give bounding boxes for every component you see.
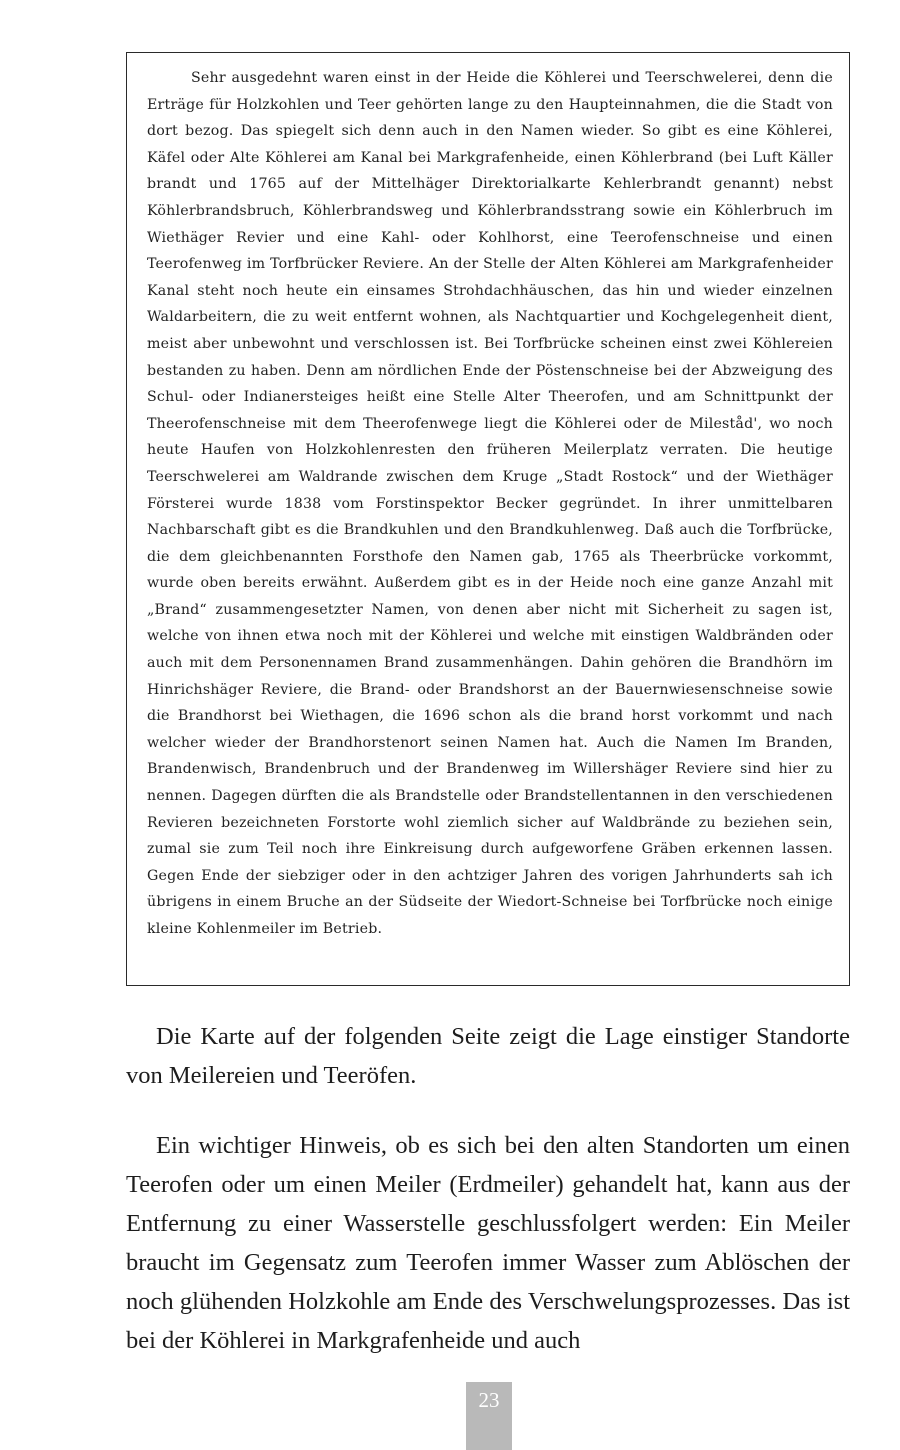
page-number: 23 [466, 1382, 512, 1450]
quoted-fraktur-text: Sehr ausgedehnt waren einst in der Heide die Köhlerei und Teerschwelerei, denn die Erträge für Holzkohlen und Teer gehörten lange zu den Haupteinnahmen, die die Stadt von dort bezog. Das spiegelt sich denn auch in den Namen wieder. So gibt es eine Köhlerei, Käfel oder Alte Köhlerei am Kanal bei Markgrafenheide, einen Köhlerbrand (bei Luft Käller brandt und 1765 auf der Mittelhäger Direktorialkarte Kehlerbrandt genannt) nebst Köhlerbrandsbruch, Köhlerbrandsweg und Köhlerbrandsstrang sowie ein Köhlerbruch im Wiethäger Revier und eine Kahl- oder Kohlhorst, eine Teerofenschneise und einen Teerofenweg im Torfbrücker Reviere. An der Stelle der Alten Köhlerei am Markgrafenheider Kanal steht noch heute ein einsames Strohdachhäuschen, das hin und wieder einzelnen Waldarbeitern, die zu weit entfernt wohnen, als Nachtquartier und Kochgelegenheit dient, meist aber unbewohnt und verschlossen ist. Bei Torfbrücke scheinen einst zwei Köhlereien bestanden zu haben. Denn am nördlichen Ende der Pöstenschneise bei der Abzweigung des Schul- oder Indianersteiges heißt eine Stelle Alter Theerofen, und am Schnittpunkt der Theerofenschneise mit dem Theerofenwege liegt die Köhlerei oder de Mileståd', wo noch heute Haufen von Holzkohlenresten den früheren Meilerplatz verraten. Die heutige Teerschwelerei am Waldrande zwischen dem Kruge „Stadt Rostock“ und der Wiethäger Försterei wurde 1838 vom Forstinspektor Becker gegründet. In ihrer unmittelbaren Nachbarschaft gibt es die Brandkuhlen und den Brandkuhlenweg. Daß auch die Torfbrücke, die dem gleichbenannten Forsthofe den Namen gab, 1765 als Theerbrücke vorkommt, wurde oben bereits erwähnt. Außerdem gibt es in der Heide noch eine ganze Anzahl mit „Brand“ zusammengesetzter Namen, von denen aber nicht mit Sicherheit zu sagen ist, welche von ihnen etwa noch mit der Köhlerei und welche mit einstigen Waldbränden oder auch mit dem Personennamen Brand zusammenhängen. Dahin gehören die Brandhörn im Hinrichshäger Reviere, die Brand- oder Brandshorst an der Bauernwiesenschneise sowie die Brandhorst bei Wiethagen, die 1696 schon als die brand horst vorkommt und nach welcher wieder der Brandhorstenort seinen Namen hat. Auch die Namen Im Branden, Brandenwisch, Brandenbruch und der Brandenweg im Willershäger Reviere sind hier zu nennen. Dagegen dürften die als Brandstelle oder Brandstellentannen in den verschiedenen Revieren bezeichneten Forstorte wohl ziemlich sicher auf Waldbrände zu beziehen sein, zumal sie zum Teil noch ihre Einkreisung durch aufgeworfene Gräben erkennen lassen. Gegen Ende der siebziger oder in den achtziger Jahren des vorigen Jahrhunderts sah ich übrigens in einem Bruche an der Südseite der Wiedort-Schneise bei Torfbrücke noch einige kleine Kohlenmeiler im Betrieb. [147, 70, 833, 937]
paragraph-meiler-hint: Ein wichtiger Hinweis, ob es sich bei den alten Standorten um einen Teerofen oder um einen Meiler (Erdmeiler) gehandelt hat, kann aus der Entfernung zu einer Wasserstelle geschlussfolgert werden: Ein Meiler braucht im Gegensatz zum Teerofen immer Wasser zum Ablöschen der noch glühenden Holzkohle am Ende des Verschwelungsprozesses. Das ist bei der Köhlerei in Markgrafenheide und auch [126, 1132, 850, 1354]
quoted-historical-text-box [126, 52, 850, 986]
paragraph-map-reference: Die Karte auf der folgenden Seite zeigt die Lage einstiger Standorte von Meilereien und Teeröfen. [126, 1023, 850, 1089]
